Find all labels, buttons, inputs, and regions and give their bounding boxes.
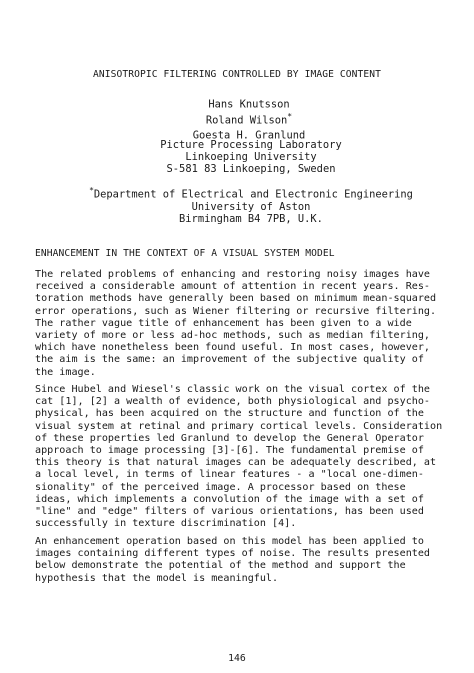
affiliation-secondary [14, 185, 474, 225]
paragraph-line: Since Hubel and Wiesel's classic work on the visual cortex of the [35, 384, 431, 395]
paragraph-line: which have nonetheless been found useful. In most cases, however, [35, 342, 431, 354]
body-paragraph [35, 536, 455, 585]
paragraph-line: below demonstrate the potential of the method and support the [35, 560, 406, 572]
affiliation-line: Birmingham B4 7PB, U.K. [179, 212, 323, 225]
paragraph-line: approach to image processing [3]-[6]. The fundamental premise of [35, 445, 424, 457]
body-paragraph [35, 269, 455, 379]
affiliation-line: *Department of Electrical and Electronic Engineering [89, 186, 413, 201]
section-heading: ENHANCEMENT IN THE CONTEXT OF A VISUAL SYSTEM MODEL [35, 248, 335, 259]
affiliation-primary [14, 139, 474, 176]
paragraph-line: The related problems of enhancing and restoring noisy images have [35, 269, 431, 280]
paragraph-line: ideas, which implements a convolution of the image with a set of [35, 493, 424, 505]
author-name: Roland Wilson* [205, 111, 293, 127]
paragraph-line: visual system at retinal and primary cortical levels. Consideration [35, 420, 443, 432]
paper-title: ANISOTROPIC FILTERING CONTROLLED BY IMAGE CONTENT [93, 69, 381, 80]
paragraph-line: cat [1], [2] a wealth of evidence, both physiological and psycho- [35, 396, 431, 408]
footnote-mark: * [287, 111, 293, 121]
paragraph-line: hypothesis that the model is meaningful. [35, 572, 279, 584]
paragraph-line: the aim is the same: an improvement of the subjective quality of [35, 354, 424, 366]
body-paragraph [35, 384, 455, 530]
affiliation-line: Linkoeping University [185, 151, 317, 164]
page-number: 146 [228, 653, 246, 664]
paragraph-line: "line" and "edge" filters of various orientations, has been used [35, 506, 424, 518]
affiliation-line: Picture Processing Laboratory [160, 139, 342, 151]
paragraph-line: the image. [35, 366, 96, 378]
affiliation-line: S-581 83 Linkoeping, Sweden [166, 163, 336, 176]
paragraph-line: of these properties led Granlund to develop the General Operator [35, 432, 424, 444]
paragraph-line: sionality" of the perceived image. A processor based on these [35, 481, 406, 493]
paragraph-line: physical, has been acquired on the structure and function of the [35, 408, 424, 420]
paragraph-line: An enhancement operation based on this model has been applied to [35, 536, 424, 547]
paragraph-line: successfully in texture discrimination [4]. [35, 518, 297, 530]
paragraph-line: The rather vague title of enhancement has been given to a wide [35, 317, 412, 329]
paragraph-line: error operations, such as Wiener filtering or recursive filtering. [35, 305, 437, 317]
author-list [12, 95, 474, 142]
paragraph-line: received a considerable amount of attention in recent years. Res- [35, 281, 431, 293]
affiliation-line: University of Aston [191, 200, 311, 213]
author-name: Goesta H. Granlund [192, 129, 306, 142]
paragraph-line: images containing different types of noise. The results presented [35, 548, 431, 560]
paragraph-line: variety of more or less ad-hoc methods, such as median filtering, [35, 330, 431, 342]
paragraph-line: a local level, in terms of linear features - a "local one-dimen- [35, 469, 424, 481]
paragraph-line: this theory is that natural images can be adequately described, at [35, 457, 437, 469]
footnote-mark: * [89, 186, 94, 195]
paragraph-line: toration methods have generally been based on minimum mean-squared [35, 293, 437, 305]
author-name: Hans Knutsson [208, 98, 290, 111]
